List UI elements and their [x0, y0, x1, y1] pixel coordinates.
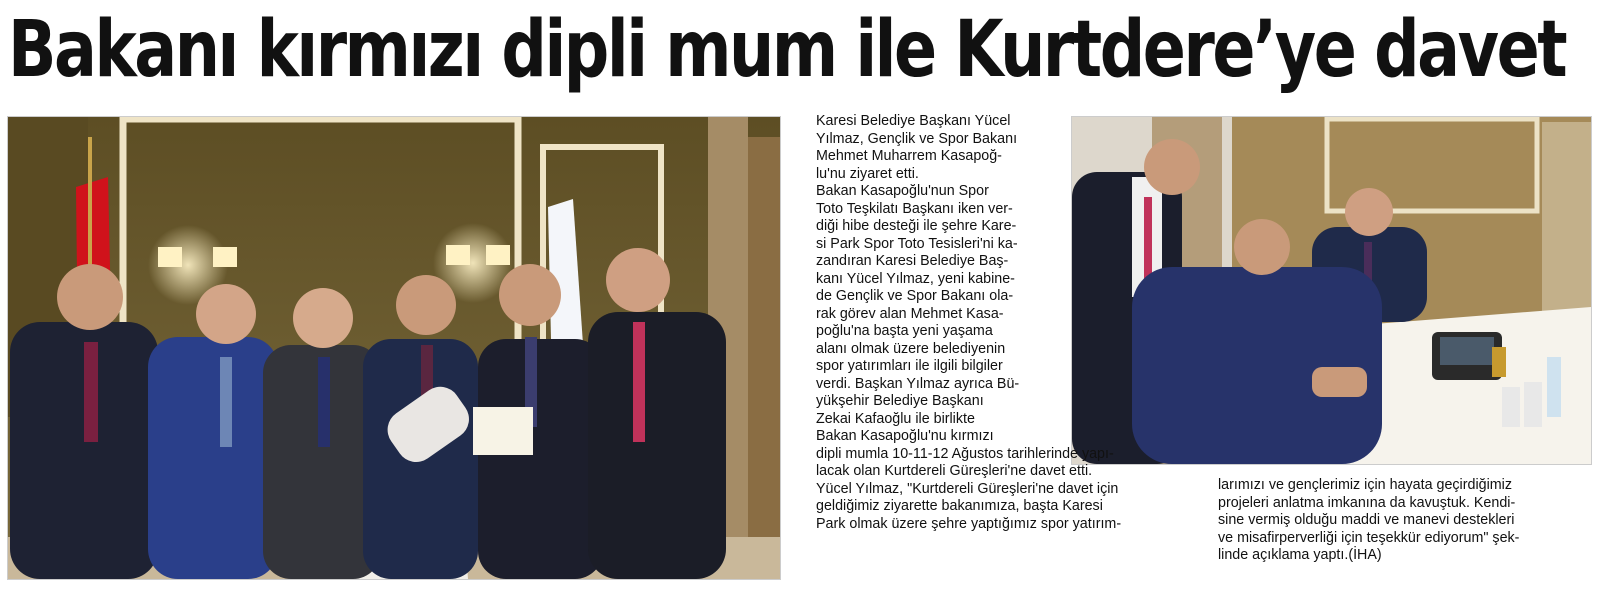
article-line: Park olmak üzere şehre yaptığımız spor yatırım-: [816, 515, 1122, 532]
article-line: yükşehir Belediye Başkanı: [816, 393, 984, 409]
article-line: ve misafirperverliği için teşekkür ediyorum" şek-: [1218, 529, 1520, 546]
article-column-1: [816, 113, 1191, 533]
article-line: kanı Yücel Yılmaz, yeni kabine-: [816, 270, 1015, 287]
article-line: spor yatırımları ile ilgili bilgiler: [816, 358, 1003, 374]
article-line: Zekai Kafaoğlu ile birlikte: [816, 410, 975, 427]
article-line: Bakan Kasapoğlu'nun Spor: [816, 183, 989, 199]
article-line: Yücel Yılmaz, "Kurtdereli Güreşleri'ne davet için: [816, 480, 1119, 497]
group-photo-icon: [8, 117, 780, 579]
article-line: linde açıklama yaptı.(İHA): [1218, 547, 1382, 563]
article-line: larımızı ve gençlerimiz için hayata geçirdiğimiz: [1218, 477, 1512, 493]
article-line: zandıran Karesi Belediye Baş-: [816, 253, 1009, 269]
article-line: Mehmet Muharrem Kasapoğ-: [816, 148, 1002, 164]
article-line: Bakan Kasapoğlu'nu kırmızı: [816, 428, 994, 444]
article-line: si Park Spor Toto Tesisleri'ni ka-: [816, 235, 1018, 252]
article-line: verdi. Başkan Yılmaz ayrıca Bü-: [816, 375, 1020, 392]
article-line: poğlu'na başta yeni yaşama: [816, 323, 993, 339]
article-line: Karesi Belediye Başkanı Yücel: [816, 113, 1011, 129]
article-line: projeleri anlatma imkanına da kavuştuk. Kendi-: [1218, 494, 1516, 511]
article-line: geldiğimiz ziyarette bakanımıza, başta Karesi: [816, 498, 1103, 514]
group-photo: [7, 116, 781, 580]
article-line: dipli mumla 10-11-12 Ağustos tarihlerinde yapı-: [816, 445, 1114, 462]
article-line: alanı olmak üzere belediyenin: [816, 340, 1006, 357]
article-line: lacak olan Kurtdereli Güreşleri'ne davet etti.: [816, 463, 1093, 479]
article-line: Yılmaz, Gençlik ve Spor Bakanı: [816, 130, 1018, 147]
article-line: Toto Teşkilatı Başkanı iken ver-: [816, 200, 1013, 217]
headline: Bakanı kırmızı dipli mum ile Kurtdere’ye davet: [8, 5, 1566, 95]
article-line: lu'nu ziyaret etti.: [816, 165, 919, 182]
article-column-2: [1218, 477, 1590, 565]
article-line: diği hibe desteği ile şehre Kare-: [816, 218, 1017, 234]
article-line: sine vermiş olduğu maddi ve manevi destekleri: [1218, 512, 1515, 528]
article-line: rak görev alan Mehmet Kasa-: [816, 305, 1004, 322]
article-line: de Gençlik ve Spor Bakanı ola-: [816, 288, 1014, 304]
